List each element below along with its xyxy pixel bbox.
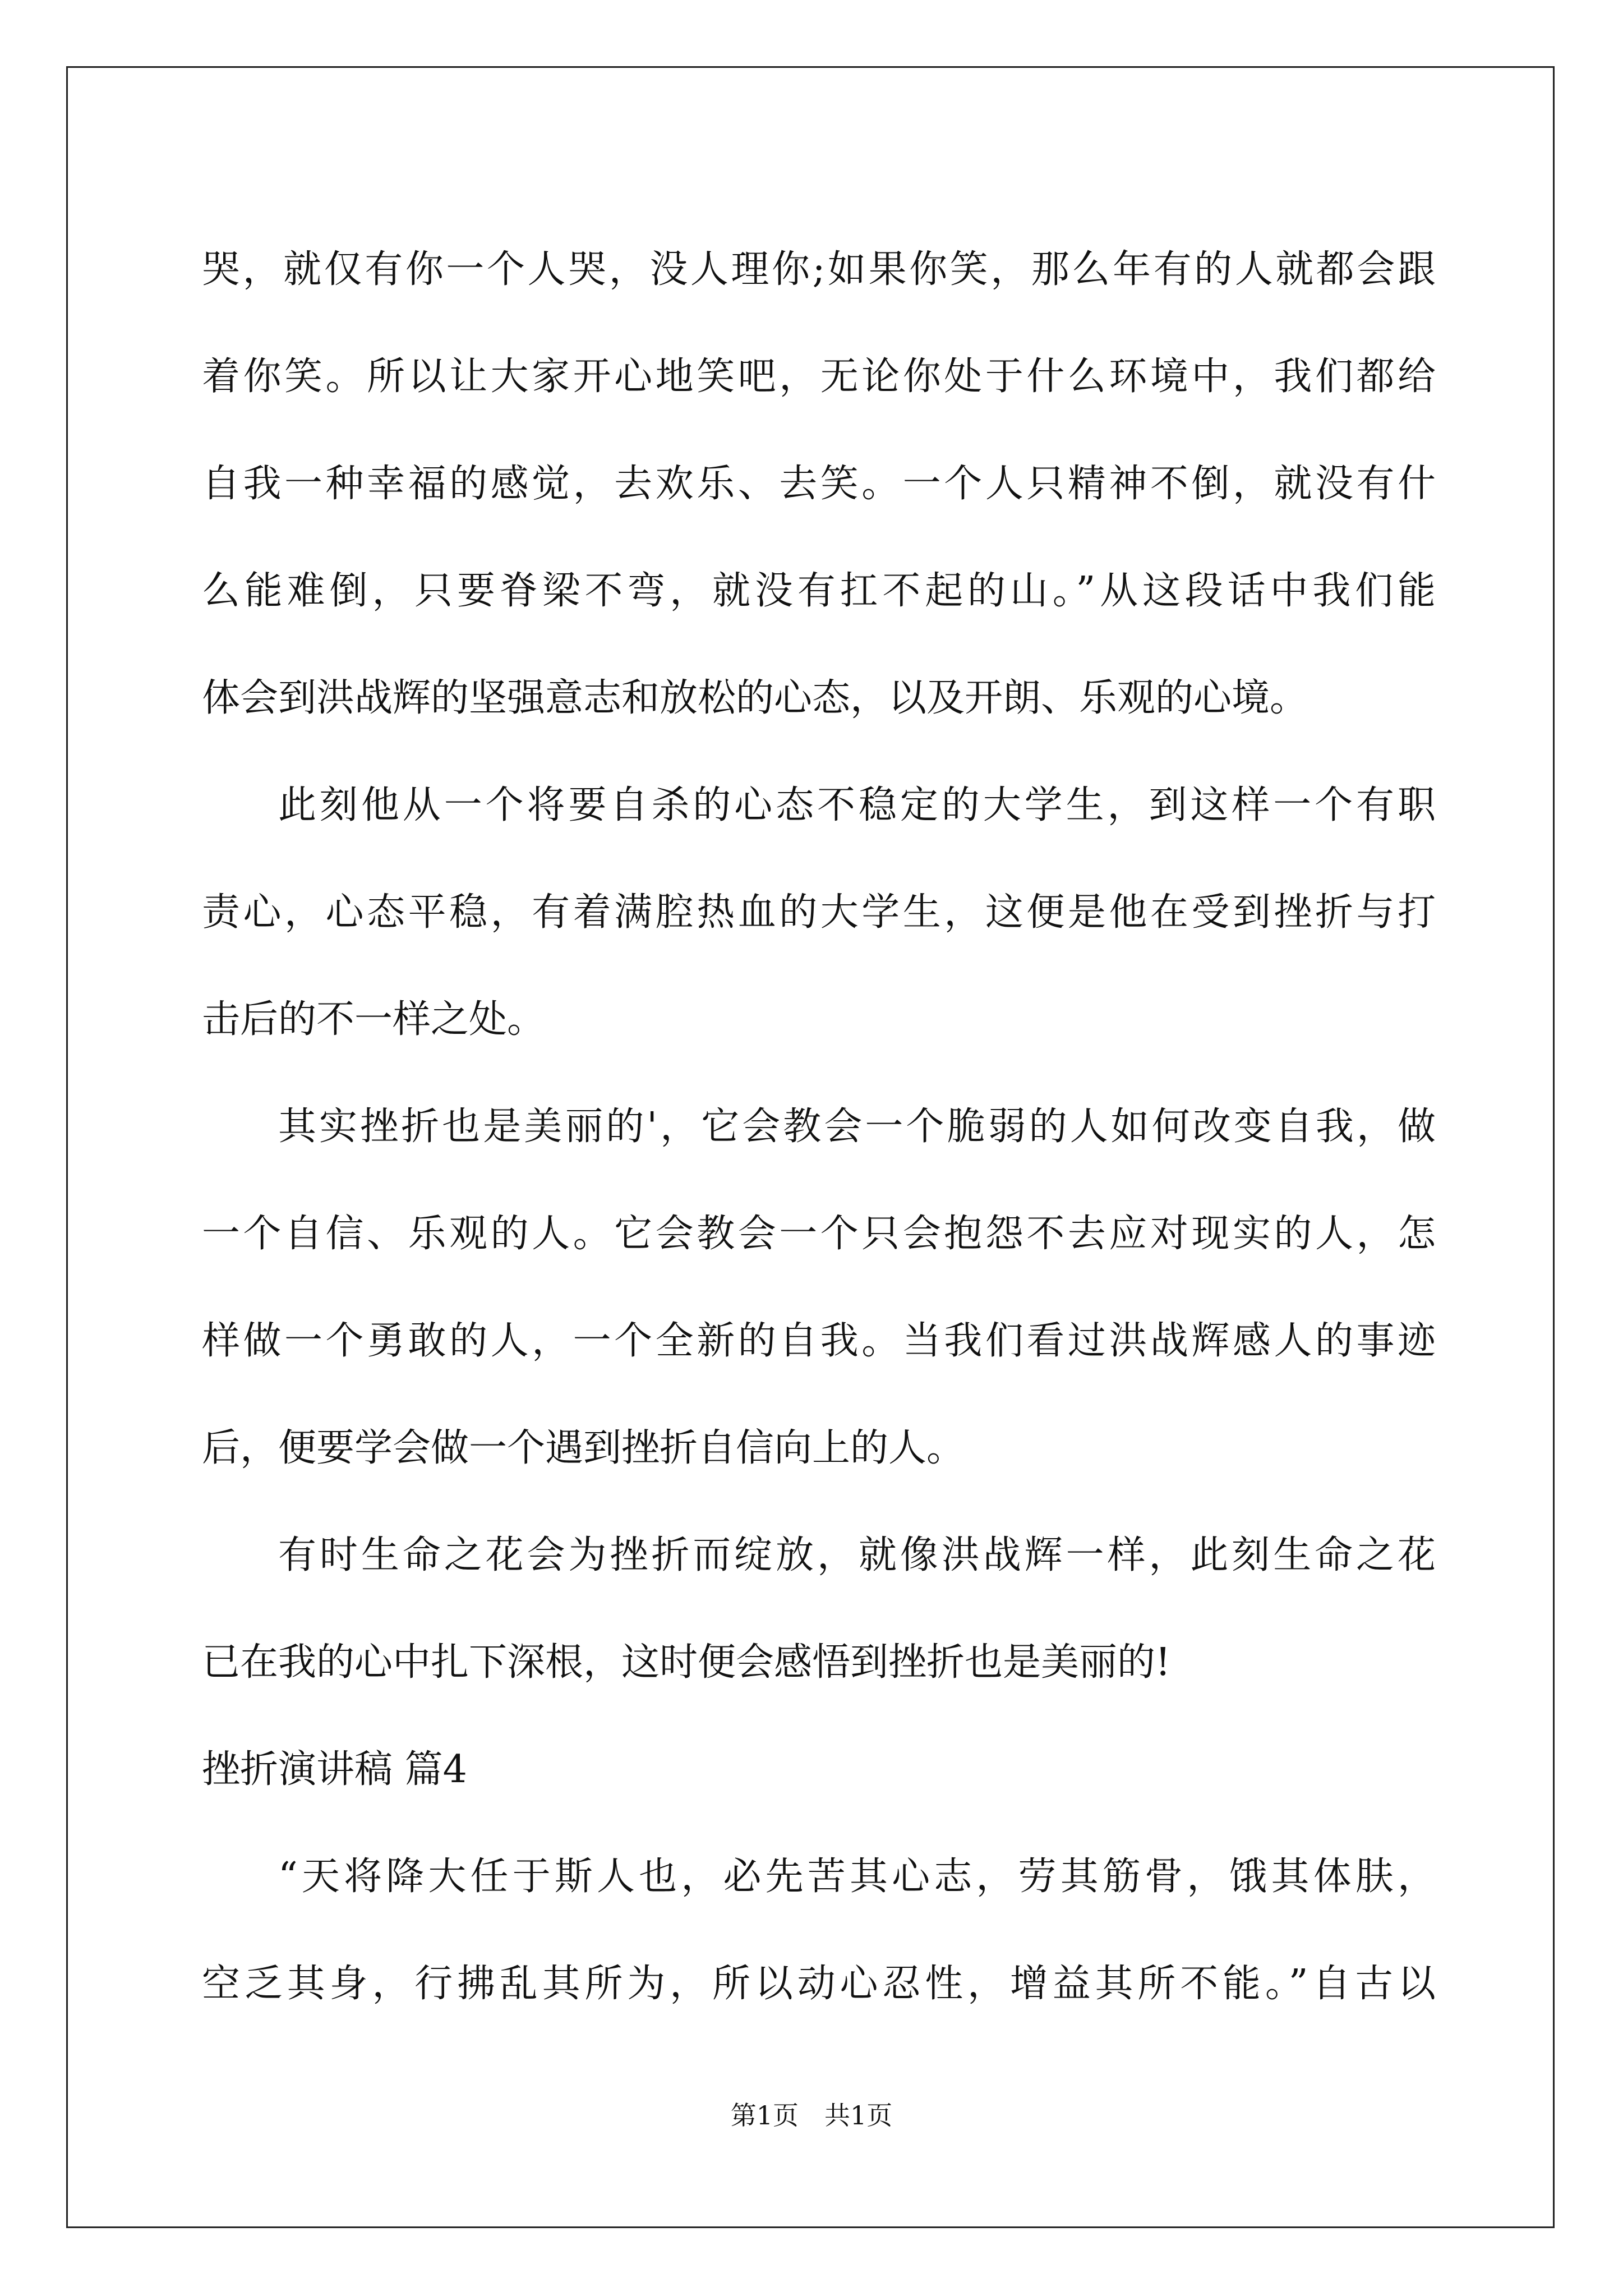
text-line: 后，便要学会做一个遇到挫折自信向上的人。 bbox=[202, 1426, 965, 1470]
text-line: 样做一个勇敢的人，一个全新的自我。当我们看过洪战辉感人的事迹 bbox=[202, 1319, 1436, 1363]
text-line: 其实挫折也是美丽的'，它会教会一个脆弱的人如何改变自我，做 bbox=[278, 1105, 1436, 1149]
text-line: 么能难倒，只要脊梁不弯，就没有扛不起的山。”从这段话中我们能 bbox=[202, 569, 1436, 613]
text-line: 此刻他从一个将要自杀的心态不稳定的大学生，到这样一个有职 bbox=[278, 783, 1436, 827]
text-line: 有时生命之花会为挫折而绽放，就像洪战辉一样，此刻生命之花 bbox=[278, 1533, 1436, 1577]
section-heading: 挫折演讲稿 篇4 bbox=[202, 1747, 467, 1792]
text-line: 着你笑。所以让大家开心地笑吧，无论你处于什么环境中，我们都给 bbox=[202, 355, 1436, 399]
text-line: “天将降大任于斯人也，必先苦其心志，劳其筋骨，饿其体肤， bbox=[278, 1855, 1436, 1899]
text-line: 一个自信、乐观的人。它会教会一个只会抱怨不去应对现实的人，怎 bbox=[202, 1212, 1436, 1256]
document-body bbox=[202, 216, 1436, 2037]
text-line: 已在我的心中扎下深根，这时便会感悟到挫折也是美丽的! bbox=[202, 1640, 1171, 1685]
text-line: 体会到洪战辉的坚强意志和放松的心态，以及开朗、乐观的心境。 bbox=[202, 676, 1308, 720]
text-line: 击后的不一样之处。 bbox=[202, 997, 546, 1042]
text-line: 空乏其身，行拂乱其所为，所以动心忍性，增益其所不能。”自古以 bbox=[202, 1962, 1436, 2006]
text-line: 责心，心态平稳，有着满腔热血的大学生，这便是他在受到挫折与打 bbox=[202, 890, 1436, 935]
text-line: 自我一种幸福的感觉，去欢乐、去笑。一个人只精神不倒，就没有什 bbox=[202, 462, 1436, 506]
text-line: 哭，就仅有你一个人哭，没人理你;如果你笑，那么年有的人就都会跟 bbox=[202, 247, 1436, 292]
page-footer: 第1页 共1页 bbox=[730, 2100, 893, 2131]
